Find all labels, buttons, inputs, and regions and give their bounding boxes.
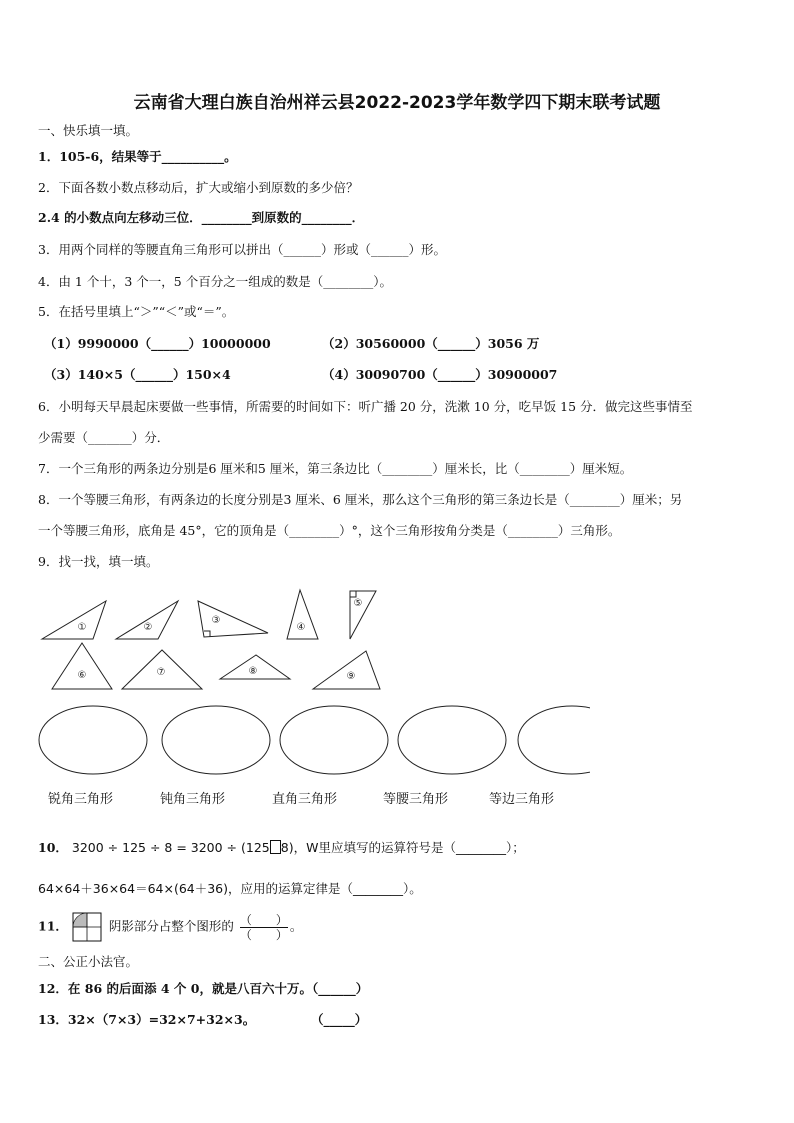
question-2: 2．下面各数小数点移动后，扩大或缩小到原数的多少倍？ — [38, 180, 359, 195]
question-6-line-1: 6．小明每天早晨起床要做一些事情，所需要的时间如下：听广播 20 分，洗漱 10 分，吃早饭 15 分．做完这些事情至 — [38, 399, 693, 414]
triangle-2 — [116, 601, 178, 639]
triangle-label-4: ④ — [296, 622, 306, 633]
triangles-figure — [30, 585, 590, 785]
question-5: 5．在括号里填上“＞”“＜”或“＝”。 — [38, 304, 235, 319]
question-6-line-2: 少需要（_______）分． — [38, 430, 170, 445]
question-5-1: （1）9990000（______）10000000 — [44, 336, 271, 351]
question-8-line-2: 一个等腰三角形，底角是 45°，它的顶角是（________）°，这个三角形按角分类是（________）三角形。 — [38, 523, 621, 538]
question-11-number: 11． — [38, 918, 68, 934]
category-equilateral: 等边三角形 — [489, 792, 555, 807]
triangle-label-6: ⑥ — [77, 670, 87, 681]
triangle-3 — [198, 601, 268, 637]
question-10-number: 10． — [38, 840, 68, 855]
triangle-label-8: ⑧ — [248, 666, 258, 677]
section-1-heading: 一、快乐填一填。 — [38, 123, 139, 138]
question-1: 1．105-6，结果等于__________。 — [38, 149, 237, 164]
triangle-label-7: ⑦ — [156, 667, 166, 678]
triangle-1 — [42, 601, 106, 639]
question-11 — [38, 912, 302, 942]
question-13: 13．32×（7×3）=32×7+32×3。 — [38, 1012, 256, 1027]
question-5-2: （2）30560000（______）3056 万 — [322, 336, 540, 351]
ellipse-right — [280, 706, 388, 774]
category-acute: 锐角三角形 — [48, 792, 114, 807]
category-isosceles: 等腰三角形 — [383, 792, 449, 807]
question-12: 12．在 86 的后面添 4 个 0，就是八百六十万。（______） — [38, 981, 369, 996]
question-9: 9．找一找，填一填。 — [38, 554, 159, 569]
blank-box — [270, 840, 281, 854]
question-5-3: （3）140×5（______）150×4 — [44, 367, 231, 382]
page-title: 云南省大理白族自治州祥云县2022-2023学年数学四下期末联考试题 — [133, 93, 661, 113]
question-13-blank: （_____） — [311, 1012, 368, 1027]
triangle-label-5: ⑤ — [353, 598, 363, 609]
fraction-blank — [240, 913, 288, 942]
question-4: 4．由 1 个十，3 个一，5 个百分之一组成的数是（________）。 — [38, 274, 392, 289]
section-2-heading: 二、公正小法官。 — [38, 954, 139, 969]
triangle-label-9: ⑨ — [346, 671, 356, 682]
question-2-part: 2.4 的小数点向左移动三位．________到原数的________． — [38, 210, 365, 225]
triangle-label-3: ③ — [211, 615, 221, 626]
question-11-text: 阴影部分占整个图形的 — [108, 918, 234, 934]
triangle-label-1: ① — [77, 622, 87, 633]
fraction-denominator: （ ） — [239, 927, 288, 942]
question-8-line-1: 8．一个等腰三角形，有两条边的长度分别是3 厘米、6 厘米，那么这个三角形的第三条边长是（________）厘米；另 — [38, 492, 683, 507]
shaded-square-icon — [72, 912, 102, 942]
question-7: 7．一个三角形的两条边分别是6 厘米和5 厘米，第三条边比（________）厘米长，比（________）厘米短。 — [38, 461, 633, 476]
triangle-label-2: ② — [143, 622, 153, 633]
category-obtuse: 钝角三角形 — [160, 792, 226, 807]
question-5-4: （4）30090700（______）30900007 — [322, 367, 558, 382]
category-right: 直角三角形 — [272, 792, 338, 807]
ellipse-obtuse — [162, 706, 270, 774]
ellipse-equilateral — [518, 706, 590, 774]
triangle-9 — [313, 651, 380, 689]
triangle-6 — [52, 643, 112, 689]
question-10-line-2: 64×64＋36×64＝64×(64＋36)，应用的运算定律是（________）。 — [38, 881, 422, 896]
question-11-end: 。 — [289, 918, 303, 934]
fraction-numerator: （ ） — [239, 912, 288, 927]
ellipse-acute — [39, 706, 147, 774]
ellipse-isosceles — [398, 706, 506, 774]
question-10-expression-start: 3200 ÷ 125 ÷ 8 = 3200 ÷ (125 — [71, 840, 270, 855]
question-3: 3．用两个同样的等腰直角三角形可以拼出（______）形或（______）形。 — [38, 242, 446, 257]
question-10-expression-end: 8)，W里应填写的运算符号是（________）； — [280, 840, 525, 855]
question-10 — [38, 838, 525, 856]
